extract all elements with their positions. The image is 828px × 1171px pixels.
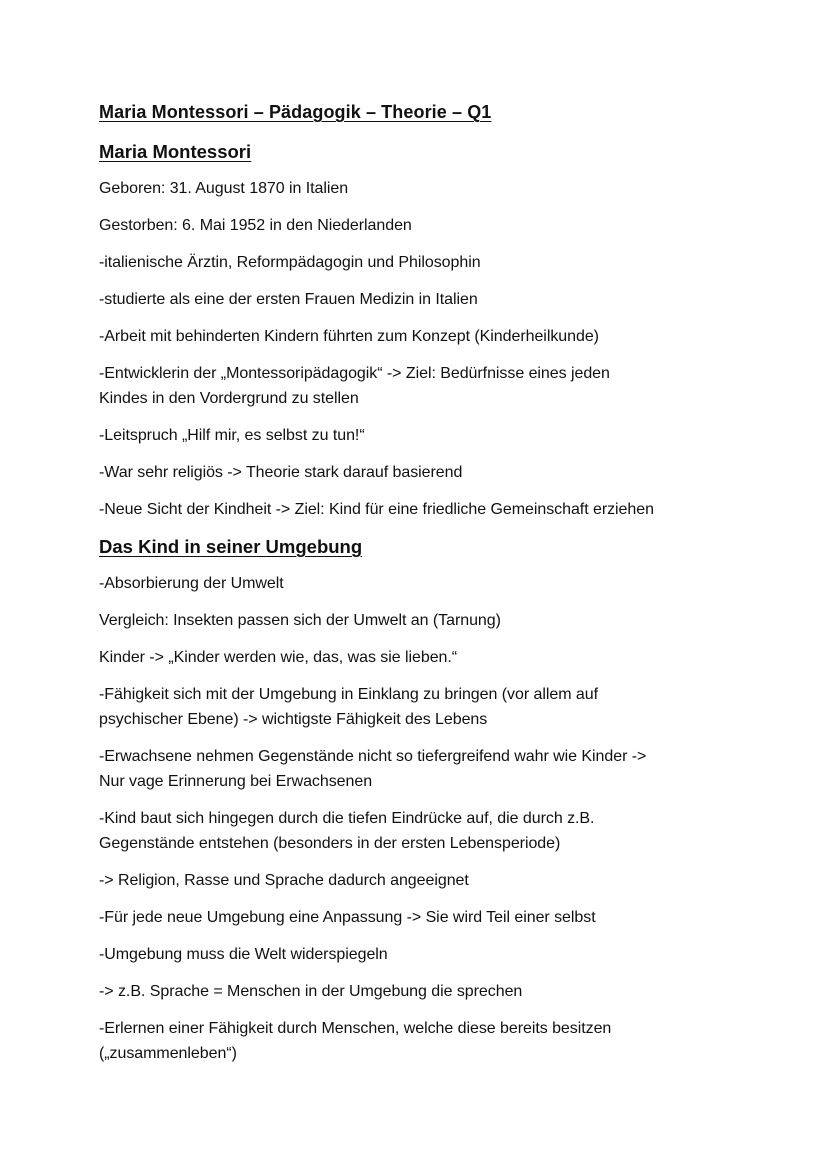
paragraph-line: Gestorben: 6. Mai 1952 in den Niederlanden [99, 217, 412, 234]
paragraph [99, 460, 789, 485]
paragraph-line: -Erwachsene nehmen Gegenstände nicht so tiefergreifend wahr wie Kinder -> [99, 748, 647, 765]
paragraph-line: -Für jede neue Umgebung eine Anpassung -> Sie wird Teil einer selbst [99, 909, 596, 926]
paragraph-line: -Entwicklerin der „Montessoripädagogik“ -> Ziel: Bedürfnisse eines jeden [99, 365, 610, 382]
paragraph-line: -studierte als eine der ersten Frauen Medizin in Italien [99, 291, 478, 308]
paragraph-line: („zusammenleben“) [99, 1045, 237, 1062]
document-title: Maria Montessori – Pädagogik – Theorie – Q1 [99, 102, 492, 122]
paragraph [99, 645, 789, 670]
paragraph-line: -Umgebung muss die Welt widerspiegeln [99, 946, 388, 963]
paragraph [99, 176, 789, 201]
section-heading: Maria Montessori [99, 141, 252, 162]
paragraph-line: -Fähigkeit sich mit der Umgebung in Einklang zu bringen (vor allem auf [99, 686, 598, 703]
paragraph-line: -italienische Ärztin, Reformpädagogin und Philosophin [99, 254, 481, 271]
paragraph [99, 287, 789, 312]
paragraph-line: Gegenstände entstehen (besonders in der ersten Lebensperiode) [99, 835, 561, 852]
paragraph [99, 905, 789, 930]
paragraph [99, 497, 789, 522]
paragraph-line: -Erlernen einer Fähigkeit durch Menschen, welche diese bereits besitzen [99, 1020, 612, 1037]
paragraph-line: -Arbeit mit behinderten Kindern führten zum Konzept (Kinderheilkunde) [99, 328, 599, 345]
document-page [99, 99, 789, 1078]
section-heading: Das Kind in seiner Umgebung [99, 536, 363, 557]
paragraph [99, 1016, 789, 1066]
paragraph-line: -Leitspruch „Hilf mir, es selbst zu tun!“ [99, 427, 365, 444]
paragraph-line: -> Religion, Rasse und Sprache dadurch angeeignet [99, 872, 469, 889]
paragraph-line: Nur vage Erinnerung bei Erwachsenen [99, 773, 373, 790]
paragraph [99, 324, 789, 349]
paragraph [99, 682, 789, 732]
paragraph [99, 608, 789, 633]
paragraph [99, 942, 789, 967]
paragraph [99, 868, 789, 893]
paragraph-line: Geboren: 31. August 1870 in Italien [99, 180, 349, 197]
paragraph-line: -Absorbierung der Umwelt [99, 575, 284, 592]
paragraph-line: psychischer Ebene) -> wichtigste Fähigkeit des Lebens [99, 711, 488, 728]
paragraph [99, 979, 789, 1004]
paragraph-line: -Neue Sicht der Kindheit -> Ziel: Kind für eine friedliche Gemeinschaft erziehen [99, 501, 654, 518]
paragraph [99, 361, 789, 411]
paragraph [99, 571, 789, 596]
paragraph-line: -> z.B. Sprache = Menschen in der Umgebung die sprechen [99, 983, 523, 1000]
paragraph [99, 806, 789, 856]
paragraph-line: Kinder -> „Kinder werden wie, das, was sie lieben.“ [99, 649, 458, 666]
paragraph-line: Vergleich: Insekten passen sich der Umwelt an (Tarnung) [99, 612, 501, 629]
paragraph-line: Kindes in den Vordergrund zu stellen [99, 390, 359, 407]
paragraph [99, 423, 789, 448]
paragraph [99, 213, 789, 238]
paragraph-line: -Kind baut sich hingegen durch die tiefen Eindrücke auf, die durch z.B. [99, 810, 595, 827]
paragraph [99, 250, 789, 275]
document-body [99, 139, 789, 1066]
paragraph [99, 744, 789, 794]
paragraph-line: -War sehr religiös -> Theorie stark darauf basierend [99, 464, 463, 481]
